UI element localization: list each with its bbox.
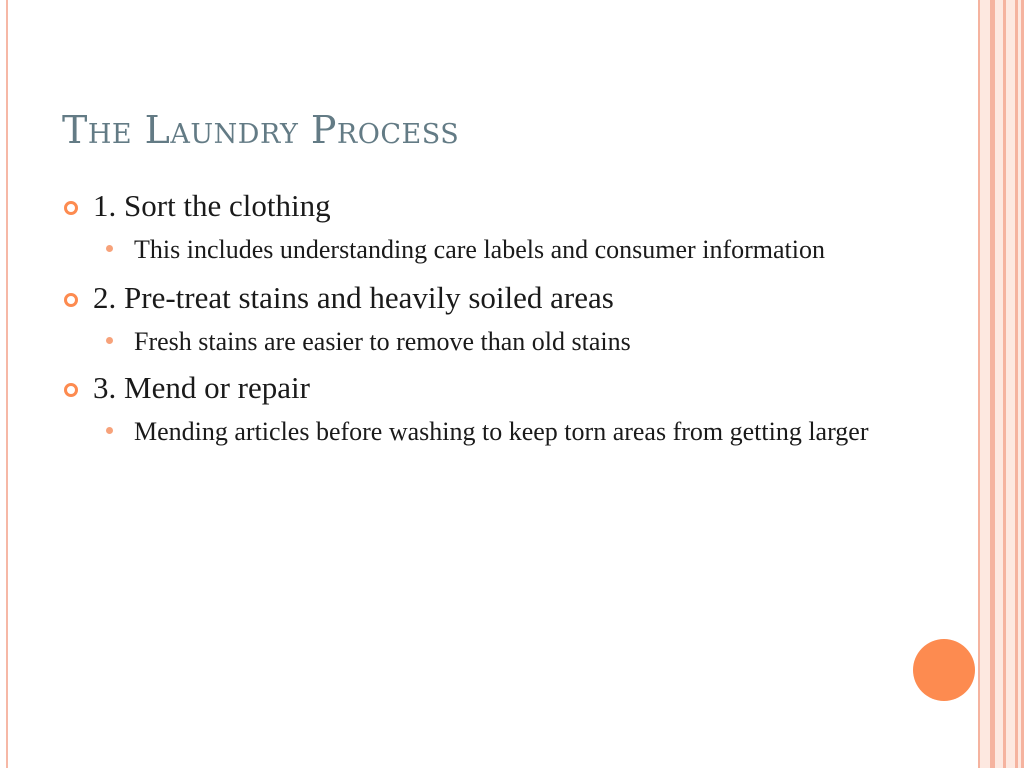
slide-title: The Laundry Process [62, 108, 460, 152]
bullet-list [62, 186, 942, 450]
decorative-stripe [1015, 0, 1018, 768]
list-item [62, 186, 942, 226]
list-item [62, 278, 942, 318]
list-item [62, 368, 942, 408]
sub-list-item [62, 414, 942, 450]
ring-bullet-icon [64, 383, 78, 397]
dot-bullet-icon [106, 427, 113, 434]
list-item-text: 1. Sort the clothing [93, 188, 331, 223]
dot-bullet-icon [106, 337, 113, 344]
decorative-stripe [990, 0, 995, 768]
sub-list-item [62, 232, 942, 268]
ring-bullet-icon [64, 201, 78, 215]
list-item-text: 2. Pre-treat stains and heavily soiled areas [93, 280, 614, 315]
ring-bullet-icon [64, 293, 78, 307]
sub-list-item-text: This includes understanding care labels and consumer information [134, 235, 825, 264]
sub-list-item [62, 324, 942, 360]
sub-list-item-text: Mending articles before washing to keep torn areas from getting larger [134, 417, 869, 446]
decorative-stripe [1003, 0, 1006, 768]
sub-list-item-text: Fresh stains are easier to remove than old stains [134, 327, 631, 356]
accent-circle [913, 639, 975, 701]
list-item-text: 3. Mend or repair [93, 370, 310, 405]
decorative-stripe [978, 0, 980, 768]
left-border-line [6, 0, 8, 768]
dot-bullet-icon [106, 245, 113, 252]
